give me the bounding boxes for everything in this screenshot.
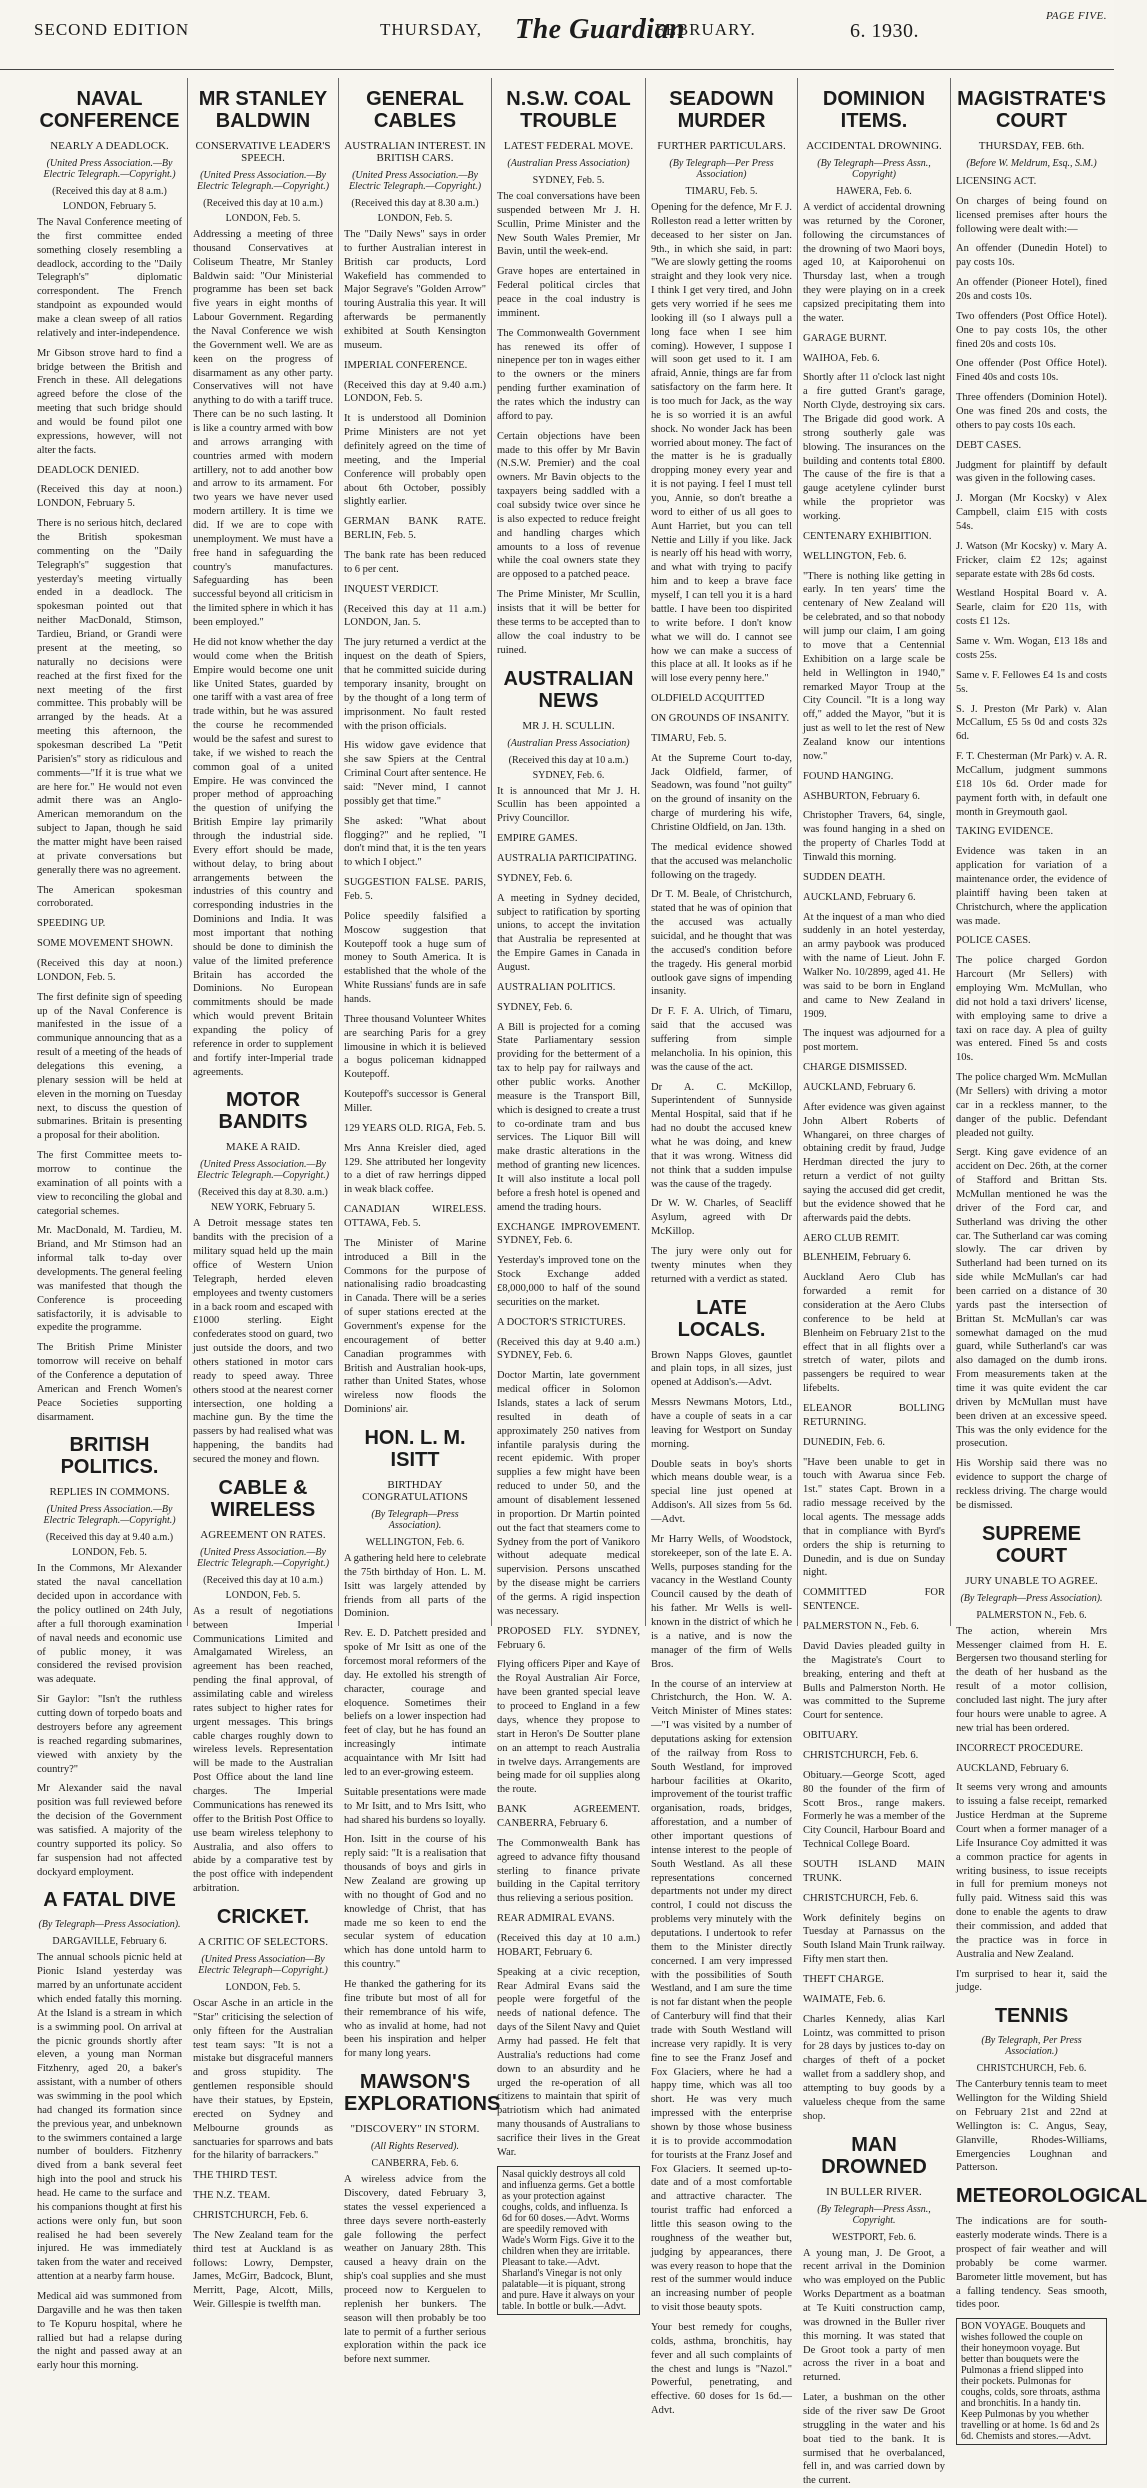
article-paragraph: CENTENARY EXHIBITION. <box>803 530 932 542</box>
issue-day: THURSDAY, <box>380 20 483 39</box>
article-headline: A FATAL DIVE <box>43 1889 176 1912</box>
article-paragraph: INCORRECT PROCEDURE. <box>956 1742 1083 1754</box>
column-5 <box>645 78 797 2417</box>
article-paragraph: AERO CLUB REMIT. <box>803 1232 900 1244</box>
article-paragraph: The Naval Conference meeting of the first committee ended something closely resembling a deadlock, according to the "Daily Telegraph's" diplomatic correspondent. The French standpoint as expounded would make a clean sweep of all ratios relatively and inter-independence. <box>37 217 182 339</box>
article-paragraph: SUGGESTION FALSE. PARIS, Feb. 5. <box>344 877 486 902</box>
article-paragraph: At the inquest of a man who died suddenly in an hotel yesterday, an army paybook was produced with the name of Lieut. John F. Walker No. 10/2899, aged 41. He was said to be born in England and came to New Zealand in 1909. <box>803 911 945 1020</box>
article <box>344 1427 486 2061</box>
article-paragraph: Sergt. King gave evidence of an accident on Dec. 26th, at the corner of Stafford and Brittan Sts. McMullan mentioned he was the driver of the Ford car, and Sutherland was driving the other car. The Sutherland car was coming slowly. The car driven by Sutherland had been turned on its side while McMullan's car had been carried on a distance of 30 yards past the intersection of Brittan St. McMullan's car was somewhat damaged on the mud guard, while Sutherland's car was also damaged on the dumb irons. From measurements taken at the time it was quite evident the car driven by McMullan must have been driven at an excessive speed. This was the only evidence for the prosecution. <box>956 1147 1107 1450</box>
article-paragraph: Koutepoff's successor is General Miller. <box>344 1089 486 1114</box>
article-headline: N.S.W. COAL TROUBLE <box>506 88 631 132</box>
article-paragraph: AUSTRALIA PARTICIPATING. <box>497 852 637 864</box>
article-paragraph: Grave hopes are entertained in Federal political circles that peace in the coal industry is imminent. <box>497 266 640 319</box>
article-paragraph: It is understood all Dominion Prime Ministers are not yet definitely agreed on the time of meeting, and the Imperial Conference will probably open about 6th October, possibly slightly earlier. <box>344 413 486 508</box>
article-paragraph: J. Watson (Mr Kocsky) v. Mary A. Fricker, claim £2 12s; against separate estate with 28s 6d costs. <box>956 540 1107 580</box>
advertisement: BON VOYAGE. Bouquets and wishes followed the couple on their honeymoon voyage. But better than bouquets were the Pulmonas a friend slipped into their pockets. Pulmonas for coughs, colds, sore throats, asthma and bronchitis. In a handy tin. Keep Pulmonas by you whether travelling or at home. 1s 6d and 2s 6d. Chemists and stores.—Advt. <box>956 2318 1107 2445</box>
article-dateline: PALMERSTON N., Feb. 6. <box>976 1609 1087 1621</box>
article <box>803 2134 945 2488</box>
page-number: PAGE FIVE. <box>1046 10 1108 22</box>
article-paragraph: CHRISTCHURCH, Feb. 6. <box>193 2209 309 2221</box>
article-paragraph: In the course of an interview at Christchurch, the Hon. W. A. Veitch Minister of Mines states:—"I was visited by a number of deputations asking for extension of the railway from Ross to South Westland, for improved harbour facilities at Okarito, improvement of the tourist traffic organisation, roads, bridges, afforestation, and a number of other important questions of intense interest to the people of South Westland. As all these representations concerned departments not under my direct control, I could not discuss the problems very minutely with the deputations. I undertook to refer them to the Minister directly concerned. I am very impressed with the possibilities of South Westland, and I am sure the time is not far distant when the people of Canterbury will find that their trade with South Westland will increase very rapidly. It is very fine to see the Franz Josef and Fox Glaciers, where he had a happy time, which was all too short. He was very much impressed with the enterprise shown by those whose business it is to provide accommodation for tourists at the Franz Josef and Fox Glaciers. It seemed up-to-date and of a most comfortable and attractive character. The tourist traffic had enforced a little this season owing to the roughness of the weather but, judging by appearances, there was every reason to hope that the rest of the summer would induce an increasing number of people to visit those beauty spots. <box>651 1678 792 2314</box>
article-paragraph: Mr Gibson strove hard to find a bridge between the British and French in these. All delegations agreed before the close of the meeting that such bridge should and would be found pilot one expressions, however, will not alter the facts. <box>37 347 182 456</box>
article-subheading: A CRITIC OF SELECTORS. <box>198 1935 328 1948</box>
article-credit: (United Press Association.—By Electric Telegraph.—Copyright.) <box>196 1159 330 1182</box>
article-dateline: LONDON, February 5. <box>62 201 157 212</box>
article <box>651 1297 792 2418</box>
article-paragraph: Dr W. W. Charles, of Seacliff Asylum, agreed with Dr McKillop. <box>651 1198 792 1238</box>
article-paragraph: (Received this day at 10 a.m.) HOBART, February 6. <box>497 1932 640 1958</box>
article-paragraph: The police charged Gordon Harcourt (Mr Sellers) with employing Wm. McMullan, who did not hold a taxi drivers' license, with employing same to drive a taxi on race day. A plea of guilty was entered. Fined 5s and costs 10s. <box>956 955 1107 1064</box>
article-paragraph: Work definitely begins on Tuesday at Parnassus on the South Island Main Trunk railway. Fifty men start then. <box>803 1912 945 1966</box>
article-headline: METEOROLOGICAL <box>956 2185 1147 2208</box>
masthead <box>0 0 1114 70</box>
article-paragraph: A young man, J. De Groot, a recent arrival in the Dominion who was employed on the Public Works Department as a boatman at Te Kuiti construction camp, was drowned in the Buller river this morning. It was stated that De Groot took a party of men across the river in a boat and returned. <box>803 2247 945 2384</box>
article <box>193 1477 333 1896</box>
article-paragraph: GARAGE BURNT. <box>803 332 887 344</box>
article-paragraph: Charles Kennedy, alias Karl Lointz, was committed to prison for 28 days by justices to-day on charges of theft of a pocket wallet from a saddlery shop, and attempting to buy goods by a valueless cheque from the same shop. <box>803 2013 945 2122</box>
article-paragraph: Sir Gaylor: "Isn't the ruthless cutting down of torpedo boats and destroyers before any agreement is reached regarding submarines, viewed with anxiety by the country?" <box>37 1694 182 1775</box>
article-received-time: (Received this day at 8.30. a.m.) <box>198 1187 328 1199</box>
article-paragraph: Suitable presentations were made to Mr Isitt, and to Mrs Isitt, who had shared his burdens so loyally. <box>344 1786 486 1826</box>
article-paragraph: F. T. Chesterman (Mr Park) v. A. R. McCallum, judgment summons £18 10s 6d. Order made for payment forth with, in default one month in Greymouth gaol. <box>956 751 1107 818</box>
article-credit: (Australian Press Association) <box>507 737 630 749</box>
article-dateline: WESTPORT, Feb. 6. <box>832 2231 916 2243</box>
article-headline: BRITISH POLITICS. <box>60 1434 159 1479</box>
column-6 <box>797 78 950 2487</box>
article-paragraph: Dr A. C. McKillop, Superintendent of Sunnyside Mental Hospital, said that if he had no doubt the accused knew what he was doing, and knew that it was wrong. Witness did not think that a sudden impulse was the cause of the tragedy. <box>651 1081 792 1190</box>
article-paragraph: Brown Napps Gloves, gauntlet and plain tops, in all sizes, just opened at Addison's.—Advt. <box>651 1349 792 1389</box>
article-headline: MOTOR BANDITS <box>218 1089 308 1134</box>
article-headline: CABLE & WIRELESS <box>210 1476 316 1521</box>
article-paragraph: Obituary.—George Scott, aged 80 the founder of the firm of Scott Bros., range makers. Formerly he was a member of the City Council, Harbour Board and Technical College Board. <box>803 1769 945 1851</box>
article-received-time: (Received this day at 10 a.m.) <box>508 754 629 766</box>
article-paragraph: Auckland Aero Club has forwarded a remit for consideration at the Aero Clubs conference to be held at Blenheim on February 21st to the effect that in all flights over a stretch of water, pilots and passengers be required to wear lifebelts. <box>803 1272 945 1395</box>
article-paragraph: Your best remedy for coughs, colds, asthma, bronchitis, hay fever and all such complaints of the chest and lungs is "Nazol." Powerful, penetrating, and effective. 60 doses for 1s 6d.—Advt. <box>651 2322 792 2417</box>
article-paragraph: A DOCTOR'S STRICTURES. <box>497 1316 626 1328</box>
article-dateline: LONDON, Feb. 5. <box>377 213 453 224</box>
article-paragraph: POLICE CASES. <box>956 935 1031 947</box>
article-paragraph: David Davies pleaded guilty in the Magistrate's Court to breaking, entering and theft at Bulls and Palmerston North. He was committed to the Supreme Court for sentence. <box>803 1640 945 1722</box>
article-credit: (Australian Press Association) <box>507 158 630 169</box>
article-paragraph: WAIMATE, Feb. 6. <box>803 1993 886 2005</box>
article-paragraph: His widow gave evidence that she saw Spiers at the Central Criminal Court after sentence. He said: "Never mind, I cannot possibly get that time." <box>344 740 486 807</box>
column-7 <box>950 78 1147 2443</box>
article <box>651 88 792 1287</box>
article-paragraph: Yesterday's improved tone on the Stock Exchange added £8,000,000 to half of the sound securities on the market. <box>497 1255 640 1308</box>
article <box>344 2071 501 2367</box>
article-paragraph: The "Daily News" says in order to further Australian interest in British car products, Lord Wakefield has commended to Major Segrave's "Golden Arrow" touring Australia this year. It will afterwards be permanently exhibited at South Kensington museum. <box>344 229 486 351</box>
article-paragraph: DEBT CASES. <box>956 439 1022 451</box>
article-paragraph: SUDDEN DEATH. <box>803 871 886 883</box>
article-paragraph: SPEEDING UP. <box>37 918 106 930</box>
article-paragraph: THE N.Z. TEAM. <box>193 2190 271 2202</box>
article-paragraph: ASHBURTON, February 6. <box>803 790 921 802</box>
article-paragraph: COMMITTED FOR SENTENCE. <box>803 1587 945 1613</box>
article-paragraph: He thanked the gathering for its fine tribute but most of all for their remembrance of his wife, who as invalid at home, had not been his inspiration and helper for many long years. <box>344 1978 486 2060</box>
article-paragraph: An offender (Dunedin Hotel) to pay costs 10s. <box>956 243 1107 269</box>
article-subheading: MAKE A RAID. <box>225 1141 301 1154</box>
article-headline: NAVAL CONFERENCE <box>39 88 180 132</box>
article-subheading: MR J. H. SCULLIN. <box>522 719 615 732</box>
article-dateline: LONDON, Feb. 5. <box>72 1547 147 1559</box>
article-paragraph: The Canterbury tennis team to meet Wellington for the Wilding Shield on February 21st and 22nd at Wellington is: C. Angus, Seay, Glanville, Rhodes-Williams, Emergencies Loughnan and Patterson. <box>956 2079 1107 2174</box>
article-paragraph: The annual schools picnic held at Pionic Island yesterday was marred by an unfortunate accident which ended fatally this morning. At the Island is a stream in which is a swimming pool. On arrival at the picnic grounds shortly after eleven, a young man Norman Fitzhenry, aged 20, a baker's assistant, with a number of others was swimming in the pool which had changed its formation since the previous year, and unbeknown to the swimmers contained a large number of boulders. Fitzhenry dived from a bank several feet high into the pool and struck his head. He came to the surface and his companions thought at first his actions were only fun, but soon realised he had been severely injured. He was immediately taken from the water and received attention at a nearby farm house. <box>37 1952 182 2283</box>
article-paragraph: Double seats in boy's shorts which means double wear, is a special line just opened at Addison's. All sizes from 5s 6d.—Advt. <box>651 1458 792 1526</box>
article-paragraph: WELLINGTON, Feb. 6. <box>803 550 907 562</box>
article-paragraph: The Minister of Marine introduced a Bill in the Commons for the purpose of nationalising radio broadcasting in Canada. There will be a series of super stations erected at the Government's expense for the encouragement of better Canadian programmes with British and Australian hook-ups, rather than United States, whose wireless now floods the Dominions' air. <box>344 1237 486 1416</box>
article-paragraph: "There is nothing like getting in early. In ten years' time the centenary of New Zealand will be celebrated, and so that nobody will jump our claim, I am going to move that a Centennial Exhibition on a large scale be held in Wellington in 1940," remarked Mayor Troup at the City Council. "It is a long way off," added the Mayor, "but it is just as well to let the rest of New Zealand know our intentions now." <box>803 570 945 762</box>
article <box>956 2005 1107 2175</box>
article-paragraph: A Detroit message states ten bandits with the precision of a military squad held up the main office of Western Union Telegraph, herded eleven employees and twenty customers in a back room and escaped with £1000 sterling. Eight confederates stood on guard, two just outside the doors, and two others stationed in motor cars ready to speed away. Three others stood at the nearest corner intersection, one holding a machine gun. By the time the passers by had realised what was happening, the bandits had secured the money and flown. <box>193 1218 333 1466</box>
article <box>37 1889 182 2373</box>
article-headline: AUSTRALIAN NEWS <box>503 667 634 712</box>
article-paragraph: S. J. Preston (Mr Park) v. Alan McCallum, £5 5s 0d and costs 32s 6d. <box>956 703 1107 743</box>
article-paragraph: TAKING EVIDENCE. <box>956 826 1054 838</box>
article-credit: (By Telegraph—Press Association). <box>371 1509 459 1532</box>
article-paragraph: THE THIRD TEST. <box>193 2170 278 2182</box>
article-paragraph: Evidence was taken in an application for variation of a maintenance order, the evidence of plaintiff having been taken at Christchurch, where the application was made. <box>956 846 1107 927</box>
news-columns <box>32 78 1147 2487</box>
article-paragraph: The jury returned a verdict at the inquest on the death of Spiers, that he committed suicide during temporary insanity, brought on by the thought of a long term of imprisonment. No fault rested with the prison officials. <box>344 637 486 732</box>
article-paragraph: A verdict of accidental drowning was returned by the Coroner, following the circumstances of the drowning of two Maori boys, aged 10, at Kaiporohenui on Thursday last, when a trough they were playing on in a creek capsized precipitating them into the water. <box>803 202 945 324</box>
article-paragraph: The Prime Minister, Mr Scullin, insists that it will be better for these terms to be accepted than to allow the coal industry to be ruined. <box>497 589 640 656</box>
article-paragraph: Dr T. M. Beale, of Christchurch, stated that he was of opinion that the accused was actually suicidal, and he thought that was the accused's condition before the tragedy. His general morbid outlook gave signs of impending insanity. <box>651 889 792 998</box>
article <box>37 88 182 1424</box>
article-subheading: LATEST FEDERAL MOVE. <box>503 140 634 152</box>
article-paragraph: Certain objections have been made to this offer by Mr Bavin (N.S.W. Premier) and the coal owners. Mr Bavin objects to the taxpayers being saddled with a coal subsidy twice over since he is also expected to reduce freight and handling charges which amounts to a loss of revenue while the coal owners state they are opposed to a patched peace. <box>497 430 640 581</box>
article-paragraph: It seems very wrong and amounts to issuing a false receipt, remarked Justice Herdman at the Supreme Court when a former manager of a Life Insurance Coy admitted it was a common practice for agents in writing business, to issue receipts in full for premium moneys not fully paid. Witness said this was done to enable the agents to draw their commission, and added that the practice was in force in Australia and New Zealand. <box>956 1782 1107 1960</box>
article-paragraph: INQUEST VERDICT. <box>344 583 439 595</box>
article-received-time: (Received this day at 9.40 a.m.) <box>45 1532 174 1544</box>
article-credit: (By Telegraph—Press Association). <box>960 1592 1103 1604</box>
article-credit: (All Rights Reserved). <box>370 2141 460 2153</box>
article-paragraph: I'm surprised to hear it, said the judge. <box>956 1968 1107 1994</box>
issue-date: 6. 1930. <box>850 20 919 42</box>
article-paragraph: The action, wherein Mrs Messenger claimed from H. E. Bergersen two thousand sterling for the death of her husband as the result of a motor collision, concluded last night. The jury after four hours were unable to agree. A new trial has been ordered. <box>956 1625 1107 1734</box>
article-paragraph: CHARGE DISMISSED. <box>803 1062 907 1074</box>
article-paragraph: There is no serious hitch, declared the British spokesman commenting on the "Daily Telegraph's" suggestion that yesterday's meeting virtually ended in a deadlock. The spokesman pointed out that neither MacDonald, Stimson, Tardieu, Briand, or Grandi were present at the meeting, so naturally no decisions were reached at the first fixed for the next meeting of the first committee. This probably will be arranged by the heads. At a meeting this afternoon, the spokesman described La "Petit Parisien's" story as ridiculous and comments—"If it is true what we are here for." He would not even admit there was an Anglo-American memorandum on the subject to Japan, though he said the matter might have been raised at private conversations but generally there was no agreement. <box>37 518 182 876</box>
article-dateline: SYDNEY, Feb. 5. <box>532 175 605 186</box>
article-subheading: AUSTRALIAN INTEREST. IN BRITISH CARS. <box>344 140 486 164</box>
column-1 <box>32 78 187 2372</box>
article-subheading: AGREEMENT ON RATES. <box>200 1528 326 1541</box>
article <box>497 88 640 658</box>
article-paragraph: As a result of negotiations between Imperial Communications Limited and Amalgamated Wireless, an agreement has been reached, pending the final approval, of assimilating cable and wireless rates subject to higher rates for urgent messages. This brings cable charges roughly down to wireless levels. Representation will be made to the Australian Post Office about the land line charges. The Imperial Communications has renewed its offer to the British Post Office to use beam wireless telephony to Australia, and also offers to abide by a comparative test by the post office with independent arbitration. <box>193 1605 333 1895</box>
article-paragraph: Two offenders (Post Office Hotel). One to pay costs 10s, the other fined 20s and costs 10s. <box>956 310 1107 350</box>
article-subheading: CONSERVATIVE LEADER'S SPEECH. <box>195 140 331 164</box>
article-headline: MAWSON'S EXPLORATIONS <box>344 2071 501 2116</box>
article-paragraph: Three thousand Volunteer Whites are searching Paris for a grey limousine in which it is believed a bogus policeman kidnapped Koutepoff. <box>344 1013 486 1081</box>
article-paragraph: CHRISTCHURCH, Feb. 6. <box>803 1892 919 1904</box>
article-paragraph: An offender (Pioneer Hotel), fined 20s and costs 10s. <box>956 277 1107 303</box>
article-paragraph: 129 YEARS OLD. RIGA, Feb. 5. <box>344 1122 486 1134</box>
article-paragraph: FOUND HANGING. <box>803 770 894 782</box>
article-paragraph: The inquest was adjourned for a post mortem. <box>803 1028 945 1054</box>
article-paragraph: Christopher Travers, 64, single, was found hanging in a shed on the property of Charles Todd at Tinwald this morning. <box>803 810 945 863</box>
article-headline: MAN DROWNED <box>821 2133 927 2178</box>
article <box>37 1434 182 1879</box>
article-dateline: HAWERA, Feb. 6. <box>836 186 912 197</box>
article-paragraph: Speaking at a civic reception, Rear Admiral Evans said the people were forgetful of the needs of national defence. The days of the Silent Navy and Quiet Army had passed. He felt that Australia's reductions had come down to an absurdity and he urged the re-operation of all citizens to maintain that spirit of patriotism which had animated many thousands of Australians to sacrifice their lives in the Great War. <box>497 1966 640 2158</box>
article-received-time: (Received this day at 10 a.m.) <box>203 198 323 209</box>
article-paragraph: Medical aid was summoned from Dargaville and he was then taken to Te Kopuru hospital, where he rallied but had a relapse during the night and passed away at an early hour this morning. <box>37 2291 182 2372</box>
article-paragraph: It is announced that Mr J. H. Scullin has been appointed a Privy Councillor. <box>497 785 640 825</box>
article-paragraph: The first definite sign of speeding up of the Naval Conference is manifested in the issue of a communique announcing that as a result of a meeting of the heads of delegations this evening, a plenary session will be held at eleven in the morning on Tuesday next, to discuss the question of submarines. Britain is presenting a proposal for their abolition. <box>37 991 182 1142</box>
article-dateline: NEW YORK, February 5. <box>210 1202 316 1214</box>
article-paragraph: (Received this day at 11 a.m.) LONDON, Jan. 5. <box>344 603 486 629</box>
issue-month: FEBRUARY. <box>655 20 756 39</box>
article-paragraph: In the Commons, Mr Alexander stated the naval cancellation decided upon in accordance with the policy outlined on 24th July, after a full thorough examination of naval needs and economic use of public money, it was considered the revised provision was adequate. <box>37 1563 182 1686</box>
article-subheading: JURY UNABLE TO AGREE. <box>965 1574 1098 1587</box>
article-paragraph: Police speedily falsified a Moscow suggestion that Koutepoff took a huge sum of money to South America. It is established that the whole of the White Russians' funds are in safe hands. <box>344 910 486 1005</box>
article-subheading: BIRTHDAY CONGRATULATIONS <box>362 1479 468 1504</box>
article-credit: (United Press Association.—By Electric Telegraph.—Copyright.) <box>43 1504 176 1527</box>
article <box>497 668 640 2315</box>
article-paragraph: EXCHANGE IMPROVEMENT. SYDNEY, Feb. 6. <box>497 1221 640 1247</box>
article <box>344 88 486 1417</box>
article-paragraph: SYDNEY, Feb. 6. <box>497 1001 573 1013</box>
article-paragraph: The Commonwealth Government has renewed its offer of ninepence per ton in wages either to the owners or the miners pending further examination of the rates which the industry can afford to pay. <box>497 327 640 422</box>
article-paragraph: Same v. F. Fellowes £4 1s and costs 5s. <box>956 669 1107 695</box>
article-paragraph: Mrs Anna Kreisler died, aged 129. She attributed her longevity to a diet of raw herrings dipped in weak black coffee. <box>344 1142 486 1196</box>
article-paragraph: After evidence was given against John Albert Roberts of Whangarei, on three charges of obtaining credit by fraud, Judge Herdman directed the jury to return a verdict of not guilty saying the accused did get credit, but the evidence showed that he afterwards paid the debts. <box>803 1101 945 1224</box>
article-paragraph: OLDFIELD ACQUITTED <box>651 693 765 705</box>
article-credit: (By Telegraph, Per Press Association.) <box>981 2035 1082 2058</box>
article-paragraph: A wireless advice from the Discovery, dated February 3, states the vessel experienced a three days severe north-easterly gale following the perfect weather on January 28th. This caused a heavy drain on the ship's coal supplies and she must proceed now to Kerguelen to replenish her bunkers. The season will then probably be too late to permit of a further serious exploration within the pack ice before next summer. <box>344 2174 486 2366</box>
article-paragraph: DUNEDIN, Feb. 6. <box>803 1436 885 1448</box>
article-paragraph: He did not know whether the day would come when the British Empire would become one unit like United States, guarded by one tariff with a vast area of free trade within, but he was assured the course he recommended would be the safest and surest to take, if we wished to reach the common goal of a united Empire. He was convinced the proper method of approaching the question of unifying the British Empire lay primarily through the industrial side. Every effort should be made, without delay, to bring about arrangements between the industries of this country and corresponding industries in the Dominions and India. It was most important that nothing should be done to diminish the value of the limited preference Britain has accorded the Dominions. No European commitments should be made which would prevent Britain expanding the policy of reference in order to supplement and fortify inter-Imperial trade agreements. <box>193 636 333 1078</box>
article-paragraph: CHRISTCHURCH, Feb. 6. <box>803 1749 919 1761</box>
article-paragraph: Judgment for plaintiff by default was given in the following cases. <box>956 459 1107 485</box>
article-headline: MAGISTRATE'S COURT <box>957 88 1106 132</box>
column-4 <box>491 78 645 2312</box>
article-paragraph: Dr F. F. A. Ulrich, of Timaru, said that the accused was suffering from simple melancholia. In his opinion, this was the cause of the act. <box>651 1006 792 1073</box>
article-paragraph: GERMAN BANK RATE. BERLIN, Feb. 5. <box>344 516 486 542</box>
article-paragraph: Addressing a meeting of three thousand Conservatives at Coliseum Theatre, Mr Stanley Baldwin said: "Our Ministerial programme has been set back five years in eight months of Labour Government. Regarding the Naval Conference we wish the Government well. We are as keen on the progress of disarmament as any other party. Conservatives will not have anything to do with a tariff truce. There can be no such lasting. It is like a country armed with bow and arrows arranging with countries armed with modern artillery, not to add another bow and arrow to its armament. For two years we have never used modern artillery. It is time we did. If we are to cope with unemployment. We must have a free hand in safeguarding the country's manufactures. Safeguarding has been successful beyond all criticism in the limited sphere in which it has been employed." <box>193 229 333 629</box>
advertisement: Nasal quickly destroys all cold and influenza germs. Get a bottle as your protection against coughs, colds, and influenza. Is 6d for 60 doses.—Advt. Worms are speedily removed with Wade's Worm Figs. Give it to the children when they are irritable. Pleasant to take.—Advt. Sharland's Vinegar is not only palatable—it is piquant, strong and pure. Have it always on your table. In bottle or bulk.—Advt. <box>497 2166 640 2315</box>
article-paragraph: BANK AGREEMENT. CANBERRA, February 6. <box>497 1804 640 1829</box>
article-paragraph: WAIHOA, Feb. 6. <box>803 352 880 364</box>
article-paragraph: At the Supreme Court to-day, Jack Oldfield, farmer, of Seadown, was found "not guilty" on the ground of insanity on the charge of murdering his wife, Christine Oldfield, on Jan. 13th. <box>651 752 792 833</box>
article-paragraph: BLENHEIM, February 6. <box>803 1252 911 1264</box>
article-credit: (By Telegraph—Press Assn., Copyright. <box>817 2203 931 2226</box>
article-paragraph: Shortly after 11 o'clock last night a fire gutted Grant's garage, North Clyde, destroying six cars. The Brigade did good work. A strong southerly gale was blowing. The insurances on the building and contents total £800. The cause of the fire is that a gauge acetylene cylinder burst while the proprietor was working. <box>803 372 945 523</box>
article-paragraph: The indications are for south-easterly moderate winds. There is a prospect of fair weather and will probably be come warmer. Barometer little movement, but has a falling tendency. Seas smooth, tides poor. <box>956 2216 1107 2311</box>
article-received-time: (Received this day at 8 a.m.) <box>52 186 167 197</box>
article-dateline: SYDNEY, Feb. 6. <box>532 769 605 781</box>
article-paragraph: AUCKLAND, February 6. <box>803 1081 916 1093</box>
article-paragraph: CANADIAN WIRELESS. OTTAWA, Feb. 5. <box>344 1204 486 1229</box>
article-credit: (By Telegraph—Press Association). <box>38 1919 181 1931</box>
article-paragraph: The British Prime Minister tomorrow will receive on behalf of the Conference a deputation of American and French Women's Peace Societies supporting disarmament. <box>37 1342 182 1423</box>
article-dateline: TIMARU, Feb. 5. <box>685 186 758 197</box>
article-paragraph: ELEANOR BOLLING RETURNING. <box>803 1403 945 1428</box>
article-paragraph: ON GROUNDS OF INSANITY. <box>651 712 790 724</box>
article-paragraph: "Have been unable to get in touch with Awarua since Feb. 1st." states Capt. Brown in a radio message received by the local agents. The message adds that in compliance with Byrd's orders the ship is returning to Dunedin, and is due on Sunday night. <box>803 1456 945 1579</box>
article-paragraph: Oscar Asche in an article in the "Star" criticising the selection of only fifteen for the Australian test team says: "It is not a mistake but disgraceful manners and gross stupidity. The gentlemen responsible should have their statues, by Epstein, erected on Sydney and Melbourne grounds as sanctuaries for sparrows and bats for the hilarity of barrackers." <box>193 1997 333 2162</box>
article-dateline: CANBERRA, Feb. 6. <box>371 2158 459 2170</box>
article-dateline: LONDON, Feb. 5. <box>225 1981 301 1993</box>
article-paragraph: Later, a bushman on the other side of the river saw De Groot struggling in the water and his boat tied to the bank. It is surmised that he overbalanced, fell in, and was carried down by the current. <box>803 2392 945 2487</box>
article-paragraph: She asked: "What about flogging?" and he replied, "I don't mind that, it is the ten years to which I object." <box>344 815 486 869</box>
article-credit: (Before W. Meldrum, Esq., S.M.) <box>966 158 1097 169</box>
article <box>956 1523 1107 1995</box>
article-paragraph: PROPOSED FLY. SYDNEY, February 6. <box>497 1625 640 1651</box>
edition-label: SECOND EDITION <box>34 20 190 39</box>
article-paragraph: Westland Hospital Board v. A. Searle, claim for £20 11s, with costs £1 12s. <box>956 588 1107 628</box>
article-headline: HON. L. M. ISITT <box>364 1427 466 1472</box>
article-paragraph: Three offenders (Dominion Hotel). One was fined 20s and costs, the others to pay costs 10s each. <box>956 392 1107 431</box>
article <box>193 1906 333 2312</box>
article-paragraph: (Received this day at noon.) LONDON, Feb. 5. <box>37 957 182 983</box>
article-dateline: WELLINGTON, Feb. 6. <box>365 1537 465 1549</box>
article-subheading: THURSDAY, FEB. 6th. <box>978 140 1085 152</box>
article-paragraph: AUCKLAND, February 6. <box>803 891 916 903</box>
article-paragraph: SOUTH ISLAND MAIN TRUNK. <box>803 1858 945 1884</box>
article-paragraph: A gathering held here to celebrate the 75th birthday of Hon. L. M. Isitt was largely attended by friends from all parts of the Dominion. <box>344 1553 486 1620</box>
article-paragraph: Flying officers Piper and Kaye of the Royal Australian Air Force, have been granted special leave to proceed to England in a few days, whence they propose to start in Heron's De Soutter plane on an attempt to reach Australia in twelve days. Arrangements are being made for oil supplies along the route. <box>497 1659 640 1796</box>
article-headline: MR STANLEY BALDWIN <box>198 88 328 132</box>
article-headline: TENNIS <box>994 2005 1069 2028</box>
article-subheading: "DISCOVERY" IN STORM. <box>350 2123 480 2136</box>
article-paragraph: PALMERSTON N., Feb. 6. <box>803 1621 919 1633</box>
article-paragraph: DEADLOCK DENIED. <box>37 464 140 476</box>
article-credit: (United Press Association.—By Electric Telegraph.—Copyright.) <box>196 170 330 192</box>
article-paragraph: On charges of being found on licensed premises after hours the following were dealt with:— <box>956 195 1107 235</box>
article-subheading: FURTHER PARTICULARS. <box>657 140 786 152</box>
article-paragraph: The coal conversations have been suspended between Mr J. H. Scullin, Prime Minister and the New South Wales Premier, Mr Bavin, until the week-end. <box>497 191 640 258</box>
article-paragraph: The New Zealand team for the third test at Auckland is as follows: Lowry, Dempster, James, McGirr, Badcock, Blunt, Merritt, Page, Alcott, Mills, Weir. Gillespie is twelfth man. <box>193 2229 333 2311</box>
article-paragraph: EMPIRE GAMES. <box>497 833 578 845</box>
article-subheading: REPLIES IN COMMONS. <box>49 1486 170 1499</box>
article-headline: SEADOWN MURDER <box>669 88 774 132</box>
article-paragraph: Mr. MacDonald, M. Tardieu, M. Briand, and Mr Stimson had an informal talk to-day over developments. The general feeling was manifested that though the Conference is proceeding satisfactorily, it is advisable to expedite the programme. <box>37 1225 183 1334</box>
article-paragraph: The jury were only out for twenty minutes when they returned with a verdict as stated. <box>651 1246 792 1285</box>
article-paragraph: One offender (Post Office Hotel). Fined 40s and costs 10s. <box>956 358 1107 384</box>
article-paragraph: His Worship said there was no evidence to support the charge of reckless driving. The charge would be dismissed. <box>956 1458 1107 1511</box>
column-3 <box>338 78 501 2366</box>
article-paragraph: (Received this day at 9.40 a.m.) SYDNEY, Feb. 6. <box>497 1336 640 1362</box>
article <box>956 88 1107 1513</box>
article-dateline: LONDON, Feb. 5. <box>225 213 301 224</box>
article-headline: SUPREME COURT <box>982 1522 1081 1567</box>
article-paragraph: SYDNEY, Feb. 6. <box>497 872 573 884</box>
article-paragraph: The police charged Wm. McMullan (Mr Sellers) with driving a motor car in a reckless manner, to the danger of the public. Defendant pleaded not guilty. <box>956 1072 1107 1139</box>
article-paragraph: SOME MOVEMENT SHOWN. <box>37 938 174 950</box>
article <box>956 2185 1147 2445</box>
article-headline: LATE LOCALS. <box>677 1296 766 1341</box>
article-paragraph: The Commonwealth Bank has agreed to advance fifty thousand sterling to finance private building in the Capital territory thus relieving a serious position. <box>497 1837 640 1905</box>
article-dateline: CHRISTCHURCH, Feb. 6. <box>976 2063 1087 2075</box>
article-paragraph: The bank rate has been reduced to 6 per cent. <box>344 550 486 575</box>
article-paragraph: Rev. E. D. Patchett presided and spoke of Mr Isitt as one of the forcemost moral reformers of the day. He extolled his strength of character, courage and eloquence. Sometimes their beliefs on a lower inspection had feet of clay, but he has found an increasingly intimate acquaintance with Mr Isitt had led to an ever-growing esteem. <box>344 1628 486 1778</box>
article-paragraph: The American spokesman corroborated. <box>37 884 182 910</box>
article-dateline: DARGAVILLE, February 6. <box>52 1936 167 1948</box>
article-subheading: ACCIDENTAL DROWNING. <box>806 140 942 152</box>
newspaper-title: The Guardian <box>515 14 686 45</box>
article-credit: (United Press Association.—By Electric Telegraph.—Copyright.) <box>348 170 482 192</box>
article-received-time: (Received this day at 10 a.m.) <box>203 1574 323 1586</box>
article-paragraph: Hon. Isitt in the course of his reply said: "It is a realisation that thousands of boys and girls in New Zealand are growing up with no thought of God and no knowledge of Christ, that has made me so keen to end the secular system of education which has done untold harm to this country." <box>344 1834 486 1971</box>
article-paragraph: The first Committee meets to-morrow to continue the examination of all points with a view to reconciling the global and categorial schemes. <box>37 1150 182 1217</box>
article-paragraph: J. Morgan (Mr Kocsky) v Alex Campbell, claim £15 with costs 54s. <box>956 493 1107 533</box>
article-paragraph: (Received this day at noon.) LONDON, February 5. <box>37 484 182 510</box>
article-dateline: LONDON, Feb. 5. <box>225 1589 301 1601</box>
article-headline: DOMINION ITEMS. <box>822 88 926 132</box>
article-paragraph: A meeting in Sydney decided, subject to ratification by sporting unions, to accept the invitation that Australia be represented at the Empire Games in Canada in August. <box>497 892 640 973</box>
article-received-time: (Received this day at 8.30 a.m.) <box>351 198 479 209</box>
article-paragraph: Messrs Newmans Motors, Ltd., have a couple of seats in a car leaving for Westport on Sunday morning. <box>651 1397 792 1450</box>
article-paragraph: Mr Alexander said the naval position was full reviewed before the decision of the Government was satisfied. A majority of the country supported its policy. So far suspension had not affected dockyard employment. <box>37 1783 182 1878</box>
article-paragraph: Opening for the defence, Mr F. J. Rolleston read a letter written by deceased to her sister on Jan. 9th., in which she said, in part: "We are slowly getting the rooms straight and they look very nice. I think I get very tired, and John gets very worried if he sees me looking ill (so I always pull a long face when I see him coming). However, I suppose I will soon get used to it. I am afraid, Annie, things are far from satisfactory on the farm here. It is too much for Jack, as the way he is so worried it is an awful shock. No wonder Jack has been worried about money. The fact of the matter is he is gradually dropping money every year and it is not paying. I feel I must tell you, Annie, so don't breathe a word to either of us all goes to Aunt Harriet, but you can tell Nettie and Lilly if you like. Jack is nearly off his head with worry, and what with trying to pacify him and to keep a brave face myself, I can tell you it is a hard battle. I have been too dispirited to write before. I don't know what we will do. I cannot see how we can make a success of this place at all. It looks as if he will lose every penny here." <box>651 202 792 685</box>
article-paragraph: LICENSING ACT. <box>956 176 1037 187</box>
article-credit: (United Press Association.—By Electric Telegraph.—Copyright.) <box>196 1546 330 1569</box>
article-headline: CRICKET. <box>216 1905 310 1928</box>
article-paragraph: A Bill is projected for a coming State Parliamentary session providing for the betterment of a tax to help pay for railways and other public works. Another measure is the Transport Bill, which is designed to create a trust to co-ordinate tram and bus services. The Liquor Bill will make drastic alterations in the method of granting new licences. It will also institute a local poll before a fresh hotel is opened and amend the trading hours. <box>497 1021 640 1213</box>
article-paragraph: Doctor Martin, late government medical officer in Solomon Islands, states a lack of serum resulted in death of approximately 250 natives from infantile paralysis during the recent epidemic. With proper supplies a few might have been reduced to under 50, and the amount of disablement lessened in proportion. Dr Martin pointed out the fact that steamers come to Sydney from the port of Vanikoro without adequate medical supervision. Persons unscathed by the disease might be carriers of the germs. A rigid inspection was necessary. <box>497 1370 640 1617</box>
article-credit: (By Telegraph—Press Assn., Copyright) <box>817 158 931 180</box>
article-subheading: NEARLY A DEADLOCK. <box>50 140 169 152</box>
article <box>803 88 945 2124</box>
article-paragraph: THEFT CHARGE. <box>803 1973 884 1985</box>
article-paragraph: REAR ADMIRAL EVANS. <box>497 1913 615 1925</box>
column-2 <box>187 78 338 2311</box>
article-paragraph: Mr Harry Wells, of Woodstock, storekeeper, son of the late E. A. Wells, purposes standing for the vacancy in the Westland County Council caused by the death of his father. Mr Wells is well-known in the district of which he is a native, and is now the manager of the firm of Wells Bros. <box>651 1533 792 1670</box>
article-subheading: IN BULLER RIVER. <box>826 2185 922 2198</box>
article-credit: (United Press Association—By Electric Telegraph—Copyright.) <box>198 1953 328 1976</box>
article-paragraph: AUSTRALIAN POLITICS. <box>497 981 616 993</box>
article <box>193 88 333 1079</box>
article-credit: (By Telegraph—Per Press Association) <box>669 158 774 180</box>
article-paragraph: OBITUARY. <box>803 1730 858 1742</box>
article-paragraph: (Received this day at 9.40 a.m.) LONDON, Feb. 5. <box>344 379 486 405</box>
article <box>193 1089 333 1466</box>
article-paragraph: AUCKLAND, February 6. <box>956 1762 1069 1774</box>
article-paragraph: The medical evidence showed that the accused was melancholic following on the tragedy. <box>651 841 792 881</box>
article-paragraph: IMPERIAL CONFERENCE. <box>344 359 468 371</box>
article-headline: GENERAL CABLES <box>366 88 464 132</box>
article-paragraph: Same v. Wm. Wogan, £13 18s and costs 25s. <box>956 636 1107 661</box>
article-credit: (United Press Association.—By Electric Telegraph.—Copyright.) <box>43 158 176 180</box>
article-paragraph: TIMARU, Feb. 5. <box>651 732 727 744</box>
